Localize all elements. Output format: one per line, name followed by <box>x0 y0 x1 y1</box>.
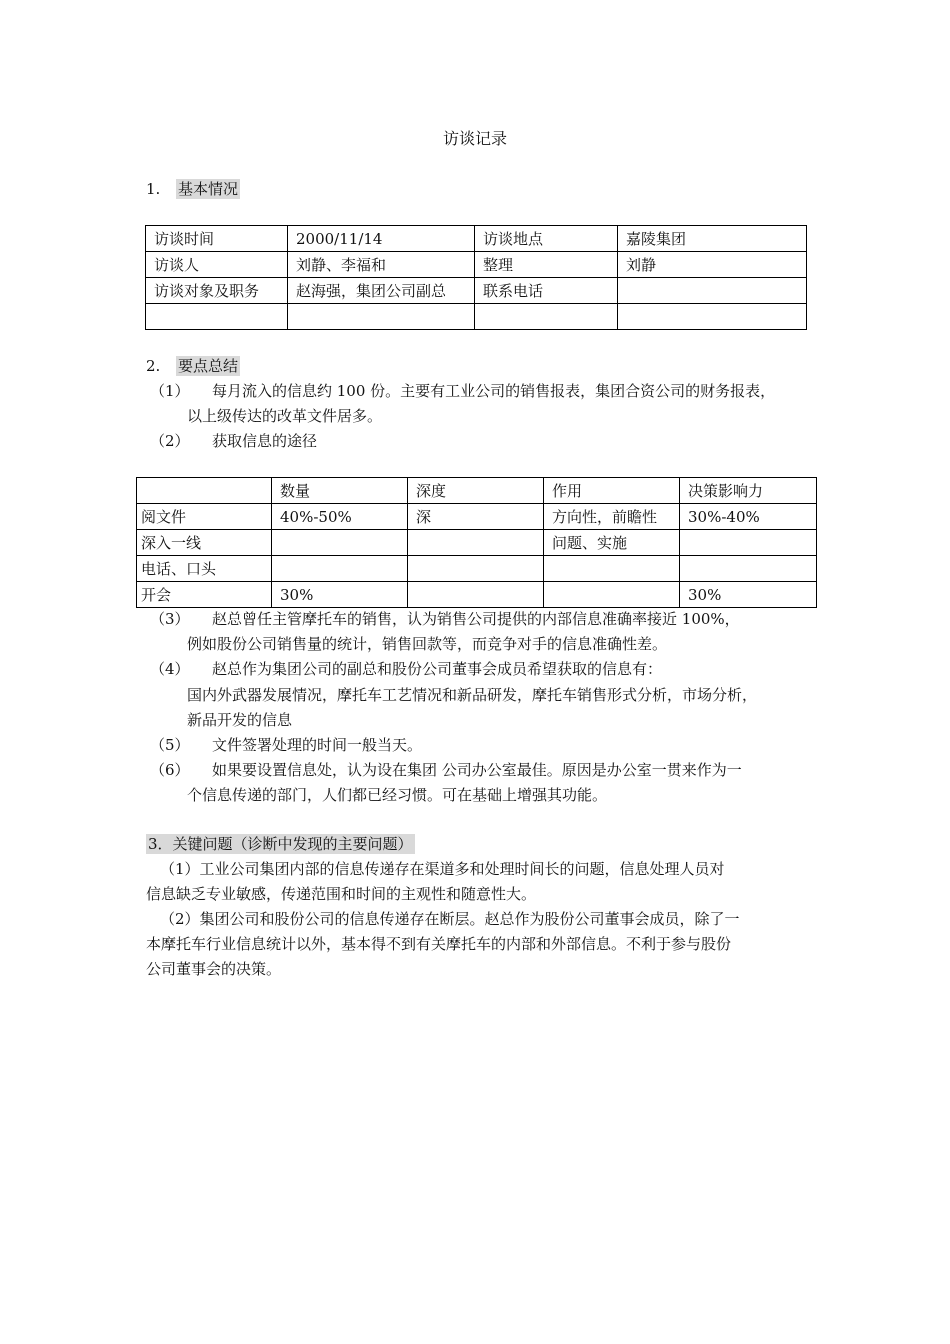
list-item <box>150 430 317 451</box>
item-text: 每月流入的信息约 100 份。主要有工业公司的销售报表，集团合资公司的财务报表， <box>212 382 776 400</box>
item-number: （2） <box>150 432 190 450</box>
table-cell: 30%-40% <box>680 504 817 530</box>
table-cell <box>618 304 807 330</box>
table-cell: 2000/11/14 <box>288 226 475 252</box>
column-header: 作用 <box>544 478 680 504</box>
table-cell <box>475 304 618 330</box>
item-text: 赵总作为集团公司的副总和股份公司董事会成员希望获取的信息有： <box>212 660 663 678</box>
document-title: 访谈记录 <box>442 129 507 148</box>
table-cell: 40%-50% <box>272 504 408 530</box>
table-cell <box>544 582 680 608</box>
section3-title: 3．关键问题（诊断中发现的主要问题） <box>148 835 413 853</box>
item-number: （5） <box>150 736 190 754</box>
section2-title: 要点总结 <box>178 357 239 375</box>
paragraph-line: 信息缺乏专业敏感，传递范围和时间的主观性和随意性大。 <box>146 885 537 903</box>
item-continuation: 新品开发的信息 <box>187 711 293 729</box>
table-cell <box>288 304 475 330</box>
table-cell: 访谈人 <box>146 252 288 278</box>
table-row <box>146 304 807 330</box>
list-item <box>150 608 740 629</box>
table-cell: 刘静 <box>618 252 807 278</box>
item-continuation: 个信息传递的部门，人们都已经习惯。可在基础上增强其功能。 <box>187 786 608 804</box>
table-cell <box>408 530 544 556</box>
table-row <box>137 556 817 582</box>
table-cell: 嘉陵集团 <box>618 226 807 252</box>
column-header: 深度 <box>408 478 544 504</box>
table-cell <box>408 582 544 608</box>
table-cell: 深入一线 <box>137 530 272 556</box>
table-cell: 深 <box>408 504 544 530</box>
item-text: 文件签署处理的时间一般当天。 <box>212 736 423 754</box>
section1-heading <box>146 178 240 199</box>
table-header-row <box>137 478 817 504</box>
table-cell <box>618 278 807 304</box>
list-item <box>150 759 742 780</box>
table-row <box>146 252 807 278</box>
table-cell <box>680 556 817 582</box>
list-item <box>150 658 662 679</box>
table-cell: 30% <box>272 582 408 608</box>
table-cell <box>680 530 817 556</box>
table-cell: 联系电话 <box>475 278 618 304</box>
section1-number: 1. <box>146 180 161 198</box>
paragraph-line: （1）工业公司集团内部的信息传递存在渠道多和处理时间长的问题，信息处理人员对 <box>160 860 725 878</box>
table-row <box>137 530 817 556</box>
table-cell <box>272 556 408 582</box>
table-row <box>137 504 817 530</box>
table-cell: 开会 <box>137 582 272 608</box>
section2-heading <box>146 355 240 376</box>
table-cell: 访谈对象及职务 <box>146 278 288 304</box>
table-cell: 访谈地点 <box>475 226 618 252</box>
item-number: （6） <box>150 761 190 779</box>
table-cell: 电话、口头 <box>137 556 272 582</box>
table-cell <box>146 304 288 330</box>
item-continuation: 国内外武器发展情况，摩托车工艺情况和新品研发，摩托车销售形式分析，市场分析， <box>187 686 758 704</box>
table-cell <box>408 556 544 582</box>
item-text: 获取信息的途径 <box>212 432 318 450</box>
table-cell: 赵海强，集团公司副总 <box>288 278 475 304</box>
table-cell <box>272 530 408 556</box>
table-cell: 阅文件 <box>137 504 272 530</box>
list-item <box>150 734 422 755</box>
section1-title: 基本情况 <box>178 180 239 198</box>
paragraph-line: （2）集团公司和股份公司的信息传递存在断层。赵总作为股份公司董事会成员，除了一 <box>160 910 740 928</box>
table-cell: 访谈时间 <box>146 226 288 252</box>
info-channels-table <box>136 477 817 608</box>
table-cell: 问题、实施 <box>544 530 680 556</box>
table-cell <box>544 556 680 582</box>
table-cell: 刘静、李福和 <box>288 252 475 278</box>
item-text: 如果要设置信息处，认为设在集团 公司办公室最佳。原因是办公室一贯来作为一 <box>212 761 742 779</box>
section3-heading <box>146 833 415 854</box>
column-header <box>137 478 272 504</box>
table-row <box>146 226 807 252</box>
table-cell: 方向性，前瞻性 <box>544 504 680 530</box>
table-row <box>146 278 807 304</box>
item-continuation: 例如股份公司销售量的统计，销售回款等，而竞争对手的信息准确性差。 <box>187 635 668 653</box>
table-cell: 整理 <box>475 252 618 278</box>
table-row <box>137 582 817 608</box>
item-number: （4） <box>150 660 190 678</box>
item-number: （1） <box>150 382 190 400</box>
paragraph-line: 本摩托车行业信息统计以外，基本得不到有关摩托车的内部和外部信息。不利于参与股份 <box>146 935 732 953</box>
item-number: （3） <box>150 610 190 628</box>
section2-number: 2. <box>146 357 161 375</box>
basic-info-table <box>145 225 807 330</box>
list-item <box>150 380 775 401</box>
item-text: 赵总曾任主管摩托车的销售，认为销售公司提供的内部信息准确率接近 100%， <box>212 610 740 628</box>
item-continuation: 以上级传达的改革文件居多。 <box>187 407 383 425</box>
table-cell: 30% <box>680 582 817 608</box>
column-header: 数量 <box>272 478 408 504</box>
paragraph-line: 公司董事会的决策。 <box>146 960 282 978</box>
column-header: 决策影响力 <box>680 478 817 504</box>
